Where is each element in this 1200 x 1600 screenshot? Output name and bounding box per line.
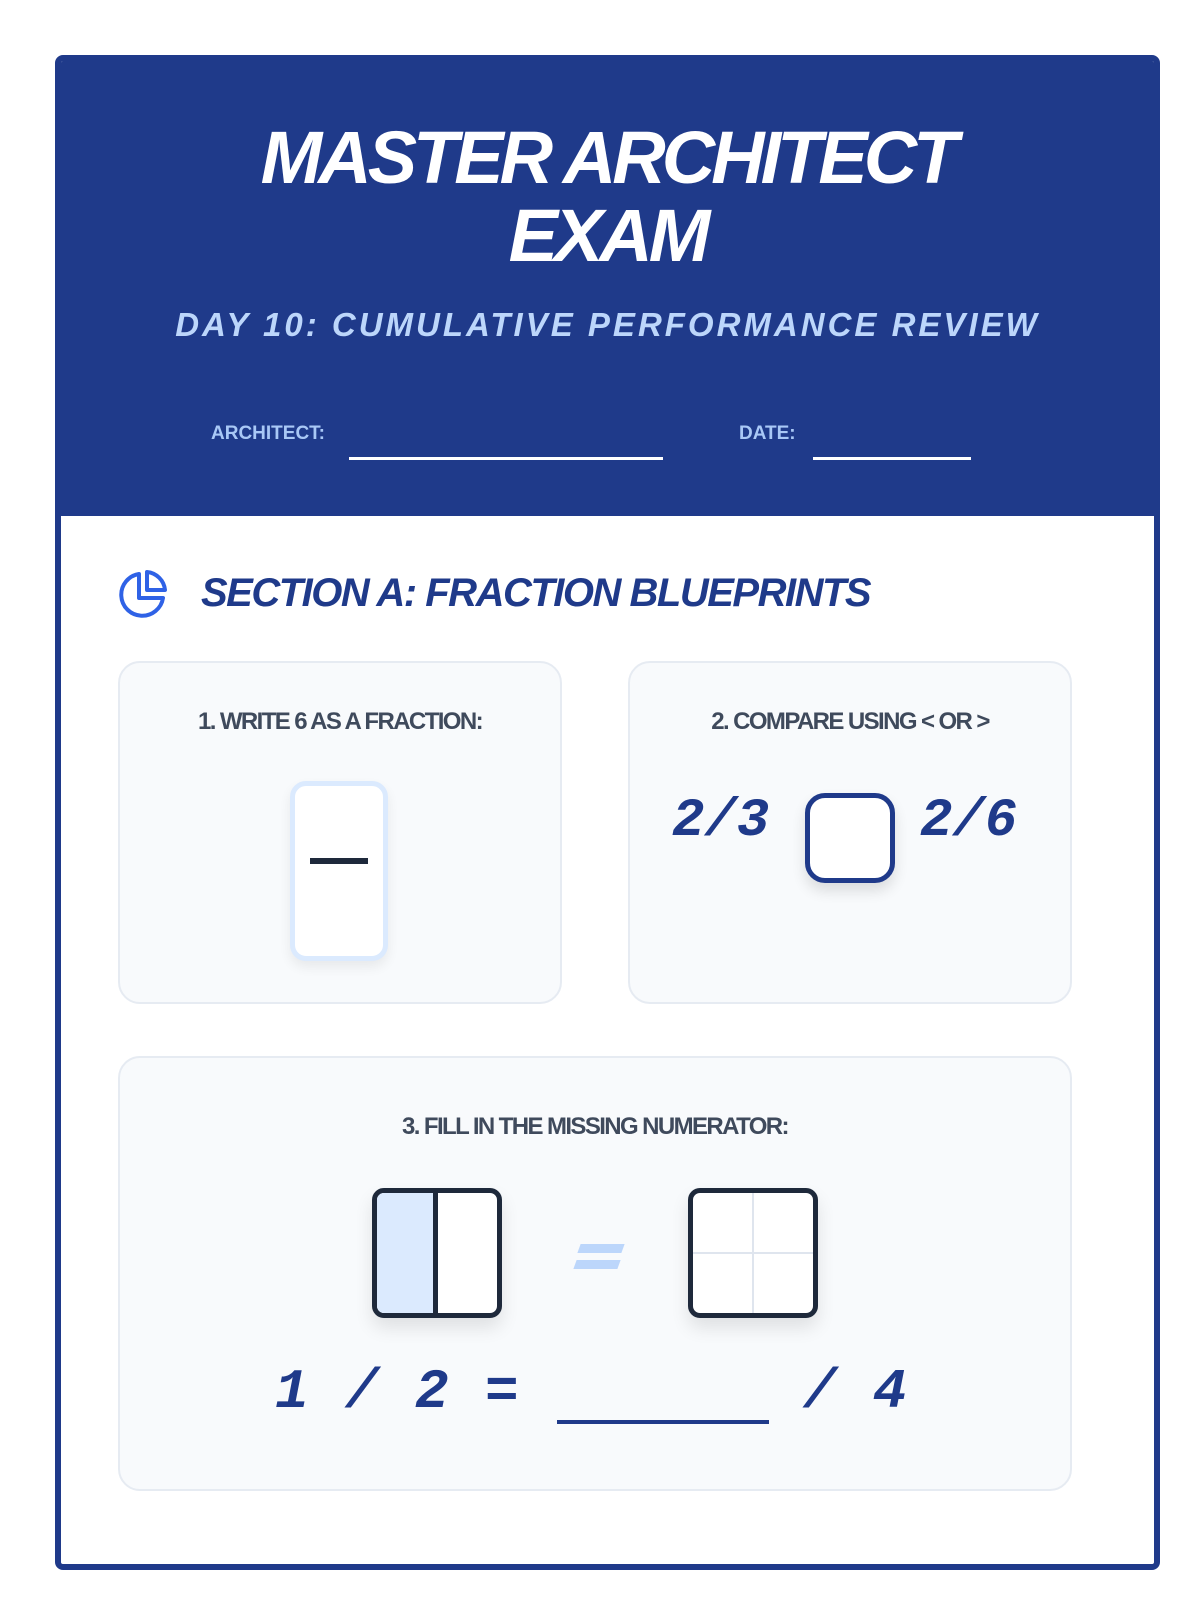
half-model-divider <box>433 1193 438 1313</box>
compare-left-fraction: 2/3 <box>672 791 770 852</box>
equation-equals: = <box>485 1360 519 1424</box>
pie-chart-icon <box>117 568 169 625</box>
quarter-model-horizontal-line <box>693 1252 813 1254</box>
equals-bar-bottom <box>573 1260 620 1269</box>
date-label: DATE: <box>739 423 796 444</box>
title-line-2: EXAM <box>508 194 707 277</box>
missing-numerator-blank[interactable] <box>557 1420 769 1424</box>
equation-denominator-2: 4 <box>873 1360 907 1424</box>
quarter-model <box>688 1188 818 1318</box>
date-line[interactable] <box>813 457 971 460</box>
fraction-bar <box>310 858 368 864</box>
question-1-panel <box>118 661 562 1004</box>
compare-answer-box[interactable] <box>805 793 895 883</box>
half-model <box>372 1188 502 1318</box>
question-2-label: 2. COMPARE USING < OR > <box>711 708 989 735</box>
equals-sign <box>575 1238 625 1278</box>
exam-card <box>55 55 1160 1570</box>
equals-bar-top <box>577 1244 624 1253</box>
question-3-label: 3. FILL IN THE MISSING NUMERATOR: <box>402 1113 788 1140</box>
equation-numerator-1: 1 <box>275 1360 309 1424</box>
compare-right-fraction: 2/6 <box>920 791 1018 852</box>
title-line-1: MASTER ARCHITECT <box>260 116 955 199</box>
question-2-panel <box>628 661 1072 1004</box>
question-3-panel <box>118 1056 1072 1491</box>
half-model-shaded-part <box>377 1193 435 1313</box>
exam-subtitle: DAY 10: CUMULATIVE PERFORMANCE REVIEW <box>175 306 1040 343</box>
fraction-answer-box[interactable] <box>290 781 388 961</box>
equation-slash-2: / <box>803 1360 837 1424</box>
exam-header <box>61 61 1154 516</box>
question-1-label: 1. WRITE 6 AS A FRACTION: <box>197 708 482 735</box>
equation-denominator-1: 2 <box>415 1360 449 1424</box>
exam-title <box>61 116 1154 277</box>
architect-label: ARCHITECT: <box>211 423 325 444</box>
equation-slash-1: / <box>345 1360 379 1424</box>
architect-name-line[interactable] <box>349 457 663 460</box>
section-title: SECTION A: FRACTION BLUEPRINTS <box>201 571 871 615</box>
